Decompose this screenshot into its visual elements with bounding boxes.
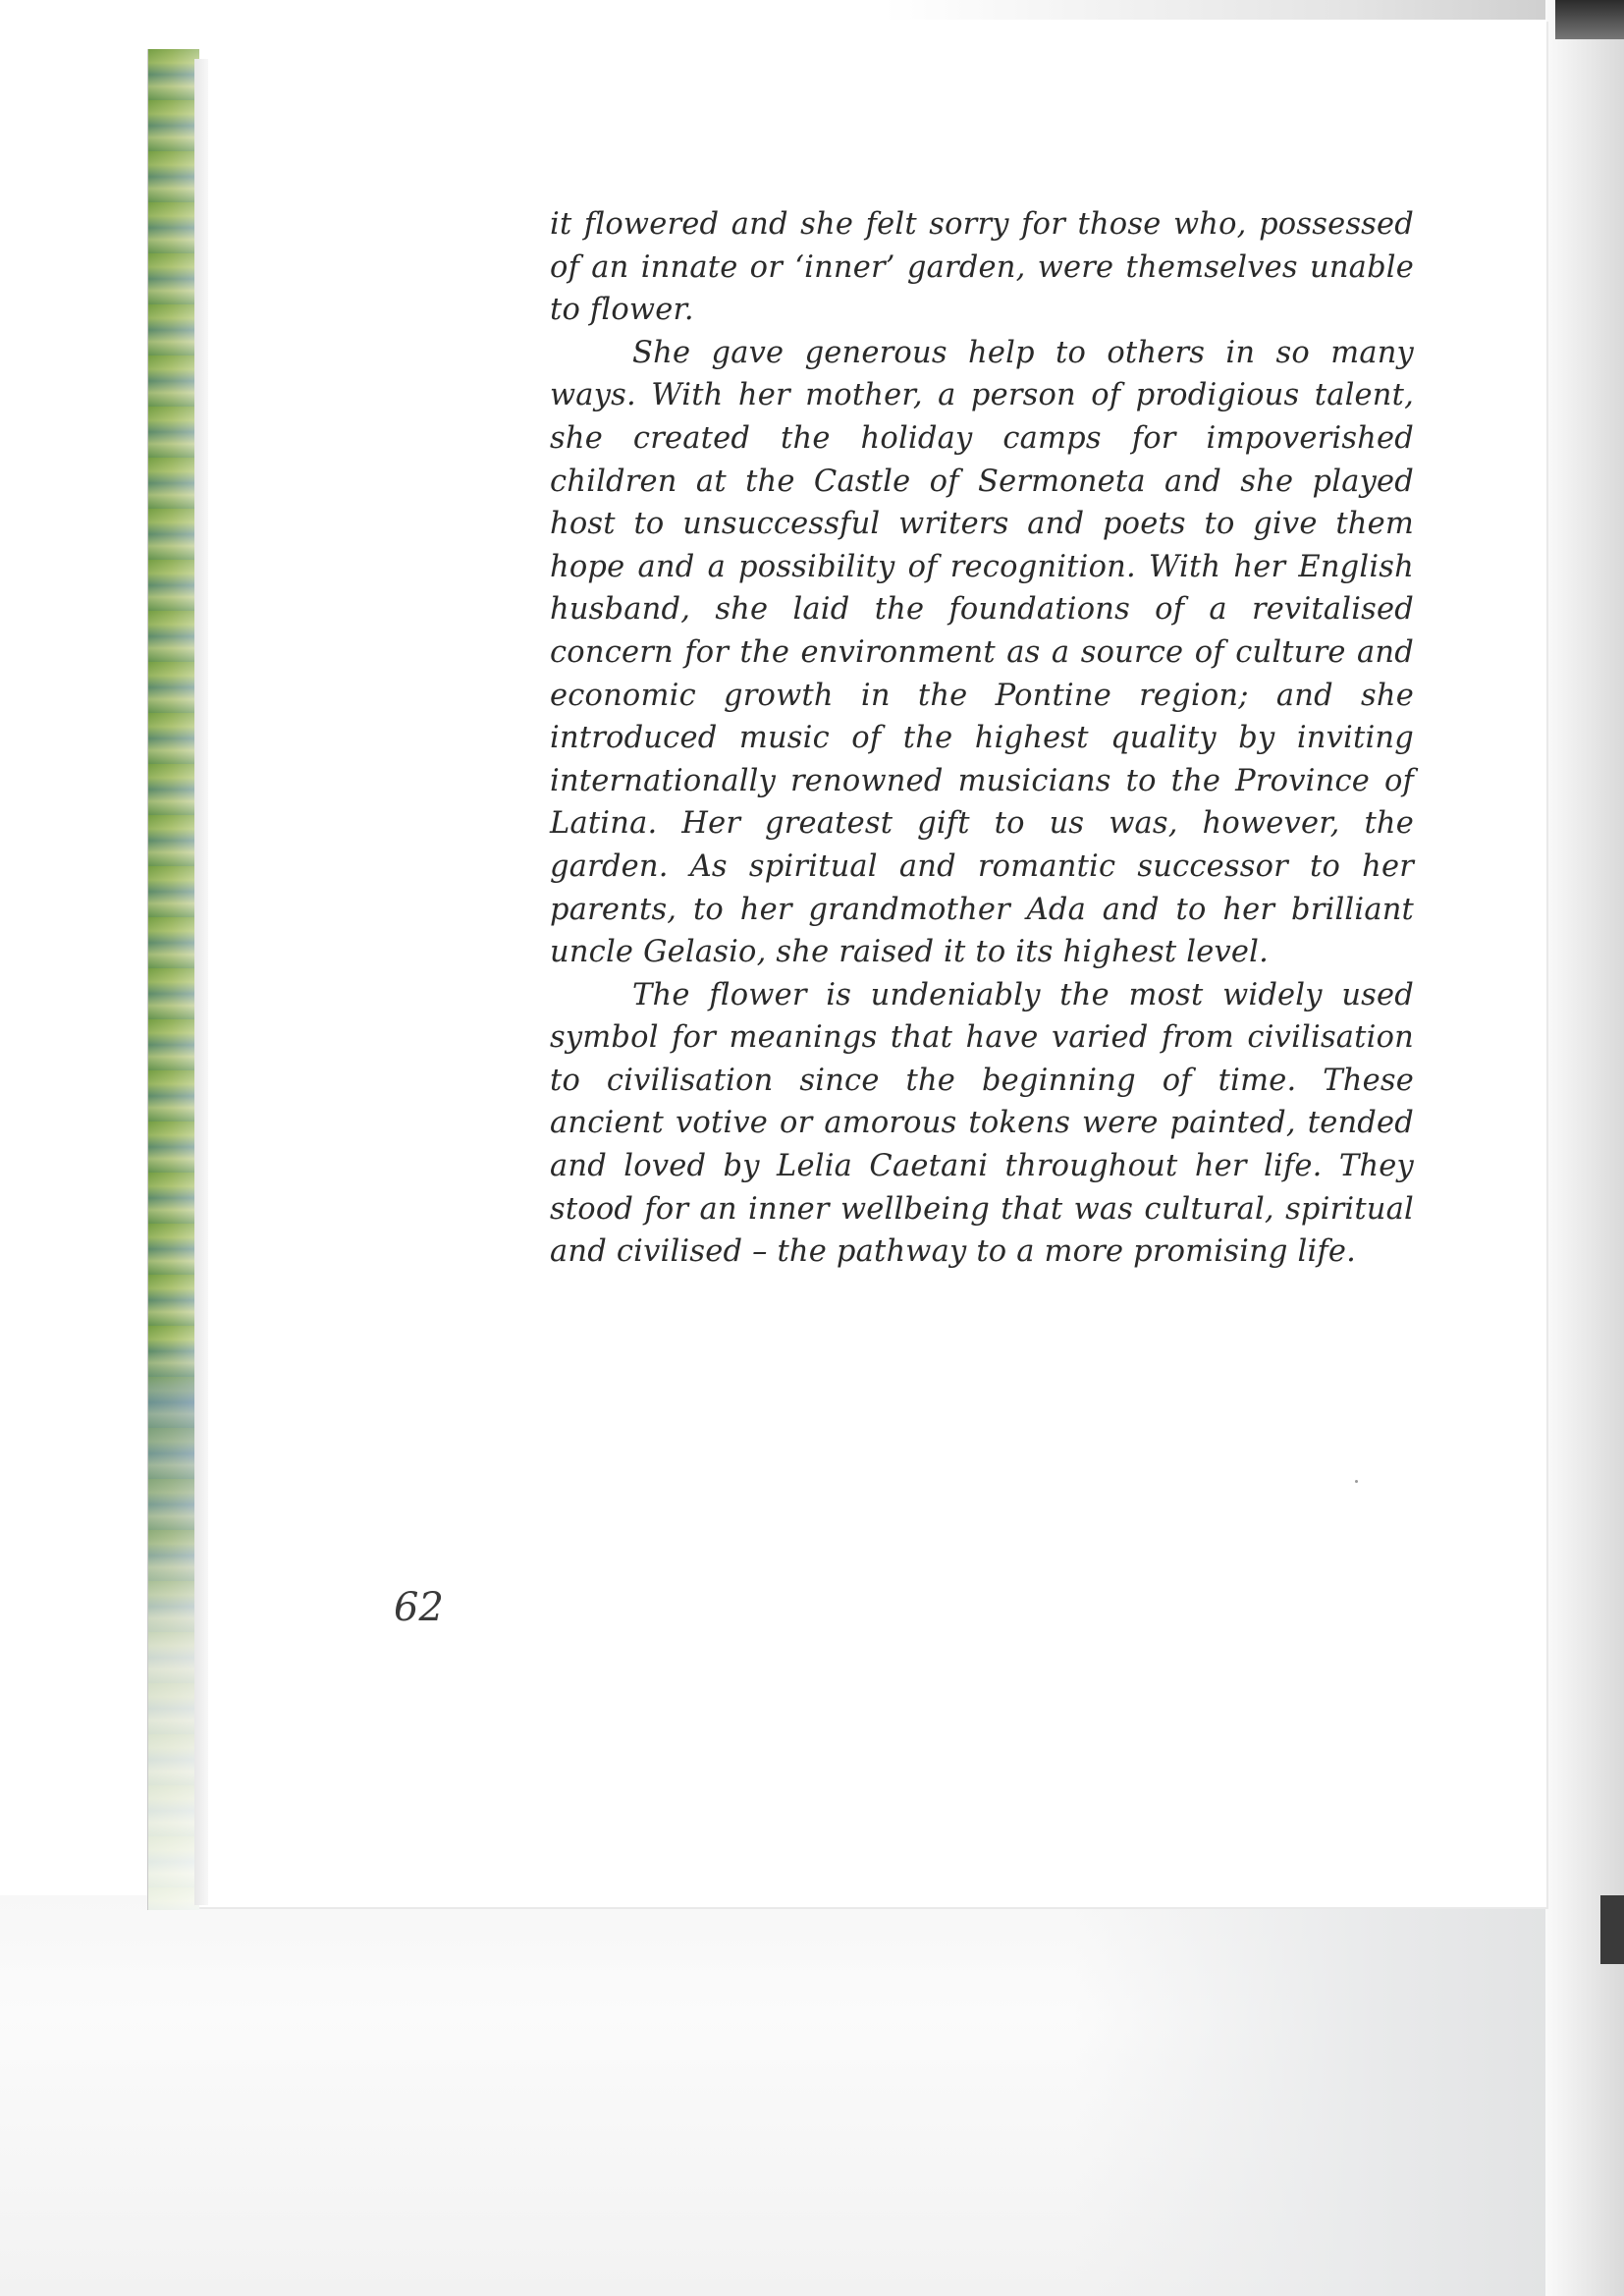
paragraph-2: She gave generous help to others in so many ways. With her mother, a person of prodigious talent, she created the holiday camps for impoverished children at the Castle of Sermoneta and she played host to unsuccessful writers and poets to give them hope and a possibility of recognition. With her English husband, she laid the foundations of a revitalised concern for the environment as a source of culture and economic growth in the Pontine region; and she introduced music of the highest quality by inviting internationally renowned musicians to the Province of Latina. Her greatest gift to us was, however, the garden. As spiritual and romantic successor to her parents, to her grandmother Ada and to her brilliant uncle Gelasio, she raised it to its highest level. — [550, 335, 1414, 970]
spine-gutter — [194, 59, 208, 1905]
paragraph-1: it flowered and she felt sorry for those who, possessed of an innate or ‘inner’ garden, were themselves unable to flower. — [550, 207, 1414, 328]
scan-speck — [1355, 1480, 1358, 1483]
right-edge-dark-notch — [1600, 1895, 1624, 1964]
top-edge-shadow — [884, 0, 1551, 22]
page-body-text — [550, 203, 1414, 1274]
page-number: 62 — [394, 1585, 444, 1630]
book-spine-painting — [147, 49, 199, 1910]
paragraph-3: The flower is undeniably the most widely used symbol for meanings that have varied from civilisation to civilisation since the beginning of time. These ancient votive or amorous tokens were painted, tended and loved by Lelia Caetani throughout her life. They stood for an inner wellbeing that was cultural, spiritual and civilised – the pathway to a more promising life. — [550, 977, 1414, 1270]
bottom-right-shadow — [1074, 1905, 1624, 2296]
right-edge-dark-corner — [1555, 0, 1624, 39]
